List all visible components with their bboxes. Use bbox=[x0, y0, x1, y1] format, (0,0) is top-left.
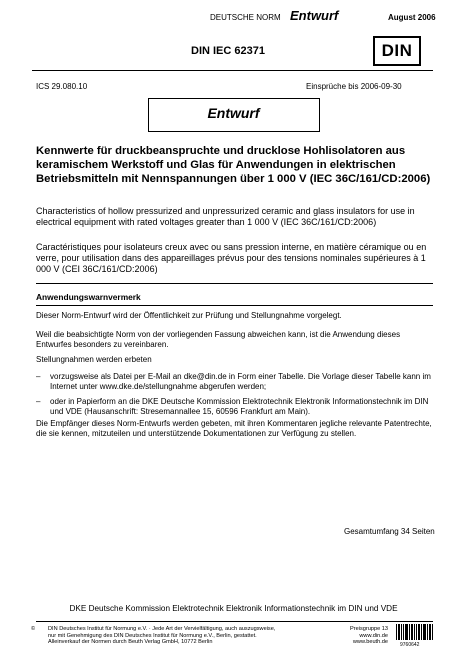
list-item-text: oder in Papierform an die DKE Deutsche Kommission Elektrotechnik Elektronik Informationstechnik im DIN und VDE (Hausanschrift: Stresemannallee 15, 60596 Frankfurt am Main). bbox=[50, 397, 429, 416]
din-logo bbox=[373, 36, 421, 66]
list-item-text: vorzugsweise als Datei per E-Mail an dke@din.de in Form einer Tabelle. Die Vorlage dieser Tabelle kann im Internet unter www.dke.de/stellungnahme abgerufen werden; bbox=[50, 372, 431, 391]
status-label: Entwurf bbox=[290, 8, 339, 23]
notice-paragraph: Dieser Norm-Entwurf wird der Öffentlichkeit zur Prüfung und Stellungnahme vorgelegt. bbox=[36, 311, 342, 320]
dash-bullet: – bbox=[36, 397, 41, 406]
barcode-number: 9760642 bbox=[400, 642, 420, 648]
price-group: Preisgruppe 13 bbox=[350, 626, 388, 632]
copyright-line: nur mit Genehmigung des DIN Deutsches Institut für Normung e.V., Berlin, gestattet. bbox=[48, 632, 257, 639]
notice-paragraph: Die Empfänger dieses Norm-Entwurfs werden gebeten, mit ihren Kommentaren jegliche relevante Patentrechte, die sie kennen, mitzuteilen und unterstützende Dokumentationen zur Verfügung zu stellen. bbox=[36, 419, 432, 438]
copyright-line: DIN Deutsches Institut für Normung e.V. · Jede Art der Vervielfältigung, auch auszugsweise, bbox=[48, 626, 276, 632]
barcode bbox=[396, 624, 434, 640]
din-website-link[interactable]: www.din.de bbox=[359, 632, 388, 639]
publisher-line: DKE Deutsche Kommission Elektrotechnik Elektronik Informationstechnik im DIN und VDE bbox=[69, 604, 398, 613]
total-pages: Gesamtumfang 34 Seiten bbox=[344, 527, 435, 536]
beuth-website-link[interactable]: www.beuth.de bbox=[352, 639, 388, 645]
divider bbox=[36, 305, 433, 306]
objection-deadline: Einsprüche bis 2006-09-30 bbox=[306, 82, 402, 91]
document-number: DIN IEC 62371 bbox=[191, 45, 265, 57]
ics-code: ICS 29.080.10 bbox=[36, 82, 88, 91]
notice-paragraph: Weil die beabsichtigte Norm von der vorliegenden Fassung abweichen kann, ist die Anwendung dieses Entwurfes besonders zu vereinbaren. bbox=[36, 330, 401, 349]
divider bbox=[36, 283, 433, 284]
dash-bullet: – bbox=[36, 372, 41, 381]
notice-paragraph: Stellungnahmen werden erbeten bbox=[36, 355, 152, 364]
notice-heading: Anwendungswarnvermerk bbox=[36, 292, 141, 302]
din-logo-text: DIN bbox=[381, 41, 413, 60]
copyright-symbol: © bbox=[31, 626, 36, 632]
issue-date: August 2006 bbox=[388, 13, 436, 22]
title-french: Caractéristiques pour isolateurs creux avec ou sans pression interne, en matière céramique ou en verre, pour utilisation dans des appareillages prévus pour des tensions nominales supérieures à 1 000 V (CEI 36C/161/CD:2006) bbox=[36, 242, 427, 274]
price-info bbox=[340, 626, 388, 646]
copyright-notice bbox=[48, 626, 348, 646]
copyright-line: Alleinverkauf der Normen durch Beuth Verlag GmbH, 10772 Berlin bbox=[48, 639, 213, 645]
title-english: Characteristics of hollow pressurized and unpressurized ceramic and glass insulators for use in electrical equipment with rated voltages greater than 1 000 V (IEC 36C/161/CD:2006) bbox=[36, 206, 415, 227]
draft-label: Entwurf bbox=[207, 105, 260, 121]
title-german: Kennwerte für druckbeanspruchte und drucklose Hohlisolatoren aus keramischem Werkstoff und Glas für Anwendungen in elektrischen Betriebsmitteln mit Nennspannungen über 1 000 V (IEC 36C/161/CD:2006) bbox=[36, 145, 431, 185]
norm-type-label: DEUTSCHE NORM bbox=[210, 13, 281, 22]
footer-divider bbox=[36, 621, 433, 622]
